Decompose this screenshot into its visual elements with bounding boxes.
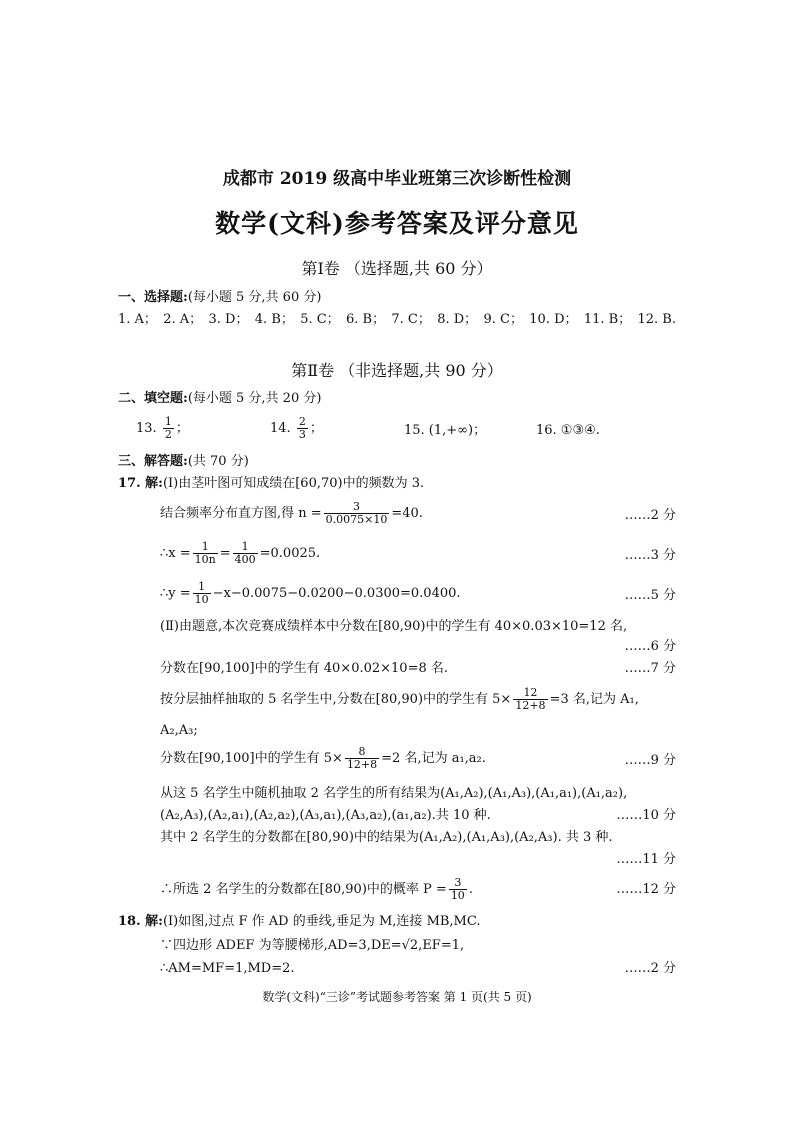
numerator: 1	[198, 580, 206, 593]
q17-line-7	[160, 685, 639, 715]
numerator: 12	[523, 686, 538, 699]
q17-line-5: (Ⅱ)由题意,本次竞赛成绩样本中分数在[80,90)中的学生有 40×0.03×10=12 名,	[160, 619, 628, 634]
part2-heading: 第Ⅱ卷 （非选择题,共 90 分）	[291, 361, 503, 380]
section-label: 三、解答题:	[118, 454, 188, 469]
part1-heading: 第Ⅰ卷 （选择题,共 60 分）	[301, 259, 493, 278]
choice-answer: 8. D；	[437, 312, 478, 327]
denominator: 12+8	[515, 699, 546, 712]
numerator: 1	[201, 540, 209, 553]
q18-line-3: ∴AM=MF=1,MD=2.	[160, 961, 295, 976]
choice-answer: 12. B.	[637, 312, 676, 327]
score-mark: ……12 分	[616, 882, 676, 897]
section-note: (每小题 5 分,共 60 分)	[187, 290, 322, 305]
q17-line-2	[160, 500, 423, 528]
fraction	[297, 416, 308, 441]
denominator: 10	[450, 889, 465, 902]
exam-title: 成都市 2019 级高中毕业班第三次诊断性检测	[222, 169, 572, 189]
numerator: 1	[164, 415, 172, 428]
q17-line-3	[160, 540, 320, 568]
step-text: =0.0025.	[259, 546, 321, 561]
choice-answers-row	[118, 311, 676, 329]
document-subtitle: 数学(文科)参考答案及评分意见	[215, 209, 579, 238]
choice-answer: 3. D；	[208, 312, 249, 327]
fraction	[233, 541, 258, 566]
choice-answer: 1. A；	[118, 312, 157, 327]
fraction	[193, 541, 218, 566]
section-label: 二、填空题:	[118, 391, 188, 406]
fraction	[324, 501, 390, 526]
denominator: 10	[194, 593, 209, 606]
step-text: −x−0.0075−0.0200−0.0300=0.0400.	[212, 586, 461, 601]
question-number: 14.	[270, 421, 291, 436]
separator: ；	[309, 421, 323, 436]
step-text: 结合频率分布直方图,得 n =	[160, 506, 322, 521]
q18-line-2: ∵四边形 ADEF 为等腰梯形,AD=3,DE=√2,EF=1,	[160, 938, 465, 953]
numerator: 8	[358, 745, 366, 758]
numerator: 3	[353, 500, 361, 513]
step-text: ∴x =	[160, 546, 191, 561]
step-text: (Ⅰ)由茎叶图可知成绩在[60,70)中的频数为 3.	[162, 476, 425, 491]
page-footer: 数学(文科)“三诊”考试题参考答案 第 1 页(共 5 页)	[262, 990, 532, 1004]
fraction	[513, 687, 547, 712]
denominator: 3	[298, 428, 306, 441]
section-label: 一、选择题:	[118, 290, 188, 305]
section-solve-header	[118, 453, 249, 471]
numerator: 3	[454, 876, 462, 889]
q17-line-4	[160, 580, 461, 608]
choice-answer: 10. D；	[529, 312, 578, 327]
choice-answer: 7. C；	[391, 312, 431, 327]
score-mark: ……2 分	[624, 961, 676, 976]
q17-line-8: A₂,A₃;	[160, 723, 198, 738]
step-text: =	[219, 546, 231, 561]
denominator: 10n	[194, 553, 216, 566]
fraction	[345, 746, 379, 771]
section-fill-header	[118, 390, 321, 408]
q17-line-11: (A₂,A₃),(A₂,a₁),(A₂,a₂),(A₃,a₁),(A₃,a₂),(a₁,a₂).共 10 种.	[160, 808, 491, 823]
step-text: ∴y =	[160, 586, 191, 601]
question-number: 18. 解:	[118, 914, 163, 929]
separator: ；	[175, 421, 189, 436]
score-mark: ……3 分	[624, 548, 676, 563]
denominator: 400	[234, 553, 256, 566]
choice-answer: 5. C；	[300, 312, 340, 327]
step-text: ∴所选 2 名学生的分数都在[80,90)中的概率 P =	[160, 882, 447, 897]
q17-line-1	[118, 475, 424, 493]
score-mark: ……6 分	[624, 639, 676, 654]
answer-16: 16. ①③④.	[536, 423, 600, 438]
q18-line-1	[118, 913, 481, 931]
choice-answer: 6. B；	[345, 312, 386, 327]
section-note: (每小题 5 分,共 20 分)	[187, 391, 322, 406]
q17-line-9	[160, 744, 486, 774]
score-mark: ……10 分	[616, 808, 676, 823]
fraction	[163, 416, 174, 441]
q17-line-10: 从这 5 名学生中随机抽取 2 名学生的所有结果为(A₁,A₂),(A₁,A₃),(A₁,a₁),(A₁,a₂),	[160, 786, 628, 801]
q17-line-6: 分数在[90,100]中的学生有 40×0.02×10=8 名.	[160, 661, 449, 676]
answer-14	[270, 416, 323, 442]
denominator: 12+8	[346, 758, 378, 771]
denominator: 2	[164, 428, 172, 441]
score-mark: ……7 分	[624, 661, 676, 676]
question-number: 17. 解:	[118, 476, 163, 491]
step-text: =40.	[391, 506, 423, 521]
choice-answer: 4. B；	[254, 312, 294, 327]
section-note: (共 70 分)	[187, 454, 249, 469]
score-mark: ……9 分	[624, 753, 676, 768]
choice-answer: 9. C；	[483, 312, 523, 327]
numerator: 1	[241, 540, 249, 553]
score-mark: ……5 分	[624, 588, 676, 603]
choice-answer: 11. B；	[583, 312, 632, 327]
question-number: 13.	[136, 421, 157, 436]
answer-15: 15. (1,+∞)；	[404, 423, 487, 438]
step-text: .	[468, 882, 473, 897]
section-choice-header	[118, 289, 321, 307]
step-text: =2 名,记为 a₁,a₂.	[381, 751, 486, 766]
q17-line-13	[160, 876, 473, 904]
fraction	[193, 581, 211, 606]
step-text: 分数在[90,100]中的学生有 5×	[160, 751, 343, 766]
score-mark: ……2 分	[624, 508, 676, 523]
step-text: =3 名,记为 A₁,	[549, 692, 639, 707]
choice-answer: 2. A；	[163, 312, 203, 327]
denominator: 0.0075×10	[325, 513, 388, 526]
step-text: 按分层抽样抽取的 5 名学生中,分数在[80,90)中的学生有 5×	[160, 692, 512, 707]
q17-line-12: 其中 2 名学生的分数都在[80,90)中的结果为(A₁,A₂),(A₁,A₃),(A₂,A₃). 共 3 种.	[160, 830, 613, 845]
fraction	[449, 877, 467, 902]
answer-13	[136, 416, 189, 442]
numerator: 2	[298, 415, 306, 428]
step-text: (Ⅰ)如图,过点 F 作 AD 的垂线,垂足为 M,连接 MB,MC.	[162, 914, 481, 929]
score-mark: ……11 分	[616, 852, 676, 867]
